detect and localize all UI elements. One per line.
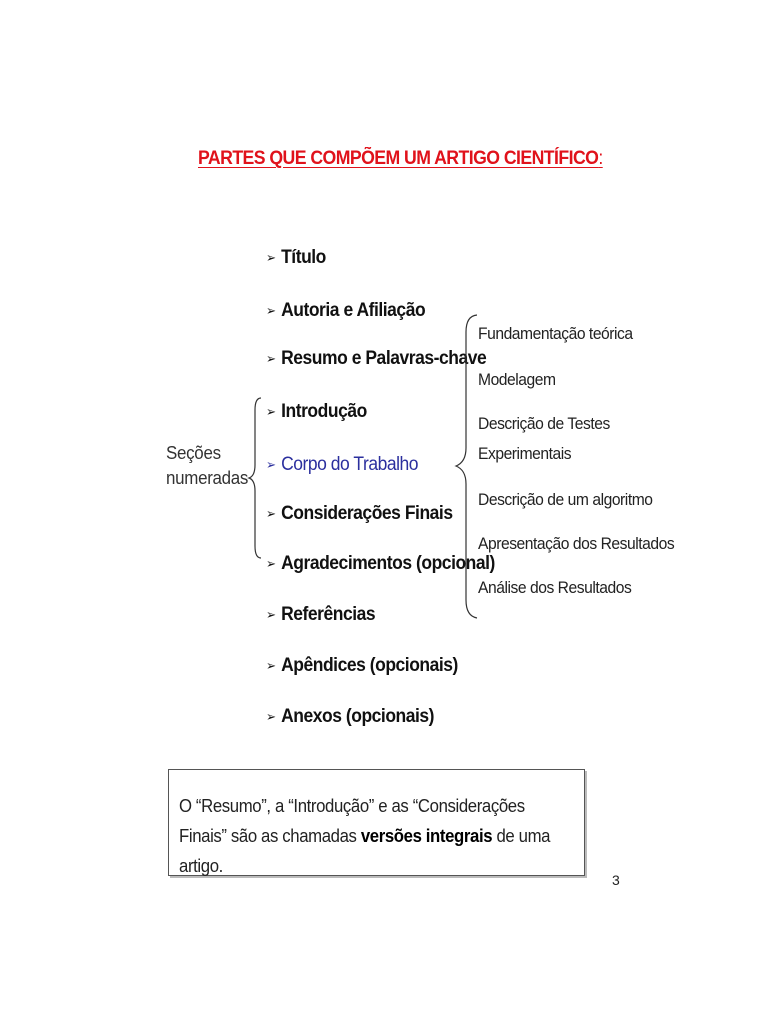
arrow-bullet-icon: ➢ (266, 351, 276, 366)
note-text (179, 791, 570, 881)
body-part-item: Modelagem (478, 370, 556, 389)
note-bold-text: versões integrais (360, 826, 493, 846)
note-text-before: O “Resumo”, a “Introdução” e as “Considerações Finais” são as chamadas (179, 796, 525, 846)
list-item-label: Resumo e Palavras-chave (281, 348, 487, 369)
page-number: 3 (612, 872, 620, 888)
list-item-label: Considerações Finais (281, 503, 453, 524)
arrow-bullet-icon: ➢ (266, 303, 276, 318)
list-item-label: Agradecimentos (opcional) (281, 553, 495, 574)
list-item-label: Anexos (opcionais) (281, 706, 435, 727)
body-part-item: Descrição de um algoritmo (478, 490, 653, 509)
arrow-bullet-icon: ➢ (266, 709, 276, 724)
body-part-item: Análise dos Resultados (478, 578, 632, 597)
arrow-bullet-icon: ➢ (266, 658, 276, 673)
arrow-bullet-icon: ➢ (266, 250, 276, 265)
note-text-after: de uma artigo. (179, 826, 551, 876)
body-part-item: Apresentação dos Resultados (478, 534, 675, 553)
note-box (168, 769, 585, 876)
slide-title-text: PARTES QUE COMPÕEM UM ARTIGO CIENTÍFICO (198, 148, 599, 169)
side-label-line2: numeradas (166, 468, 249, 488)
body-part-item: Fundamentação teórica (478, 324, 633, 343)
list-item-label: Referências (281, 604, 376, 625)
slide-title-colon: : (598, 148, 603, 169)
list-item-label: Título (281, 247, 326, 268)
arrow-bullet-icon: ➢ (266, 556, 276, 571)
list-item-label: Introdução (281, 401, 367, 422)
body-part-item: Experimentais (478, 444, 572, 463)
right-brace-icon (456, 315, 477, 618)
body-part-item: Descrição de Testes (478, 414, 610, 433)
list-item-label: Corpo do Trabalho (281, 454, 419, 475)
left-brace-icon (249, 398, 261, 558)
side-label-line1: Seções (166, 443, 221, 463)
arrow-bullet-icon: ➢ (266, 607, 276, 622)
arrow-bullet-icon: ➢ (266, 457, 276, 472)
list-item-label: Apêndices (opcionais) (281, 655, 458, 676)
list-item-label: Autoria e Afiliação (281, 300, 426, 321)
arrow-bullet-icon: ➢ (266, 506, 276, 521)
arrow-bullet-icon: ➢ (266, 404, 276, 419)
